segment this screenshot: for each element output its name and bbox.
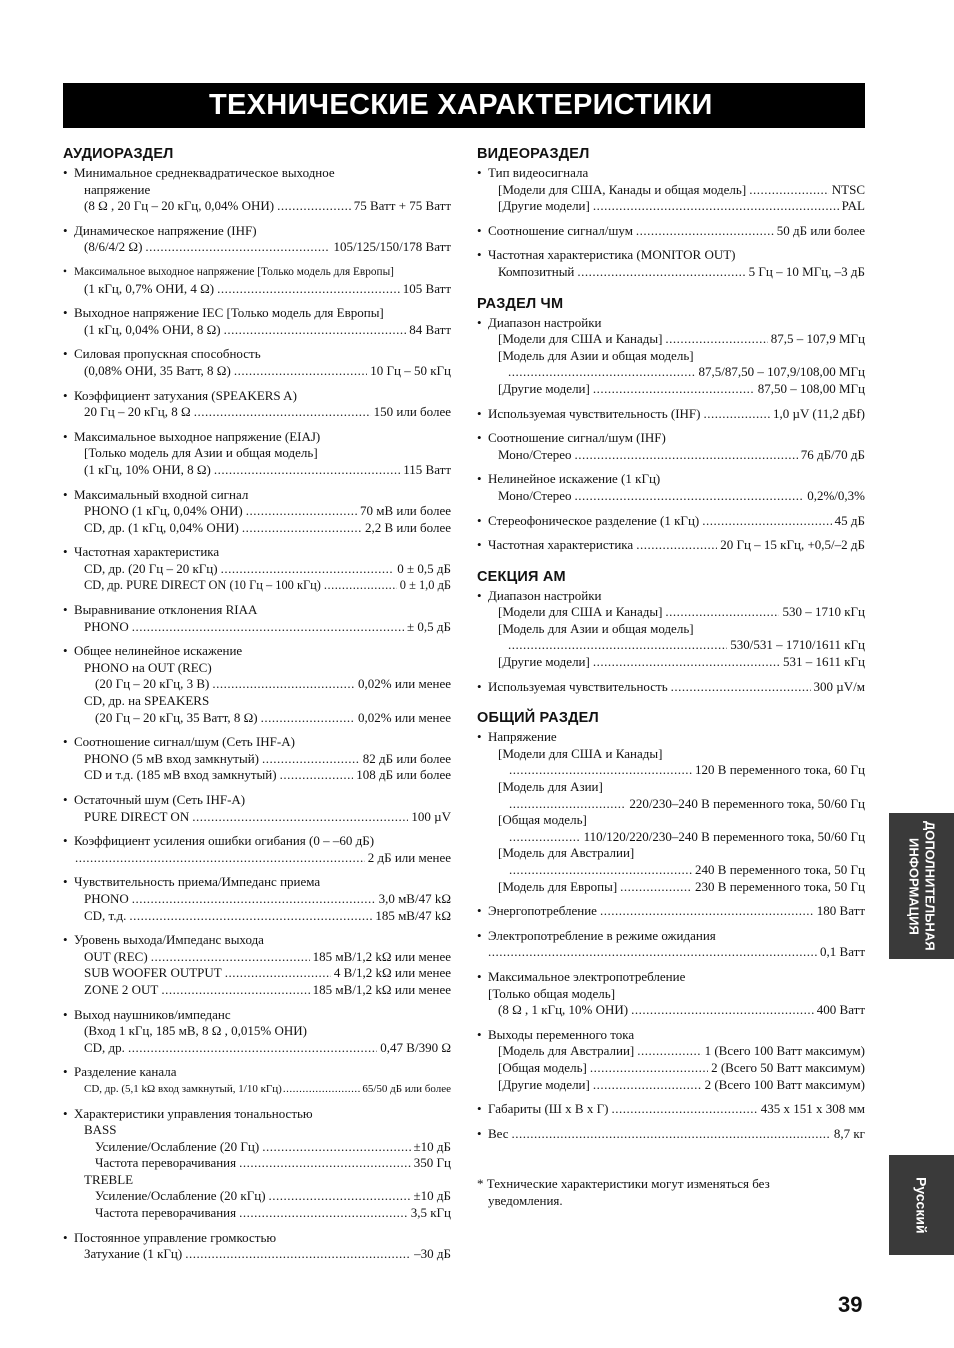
spec-damping-factor: • Коэффициент затухания (SPEAKERS A) 20 Гц – 20 кГц, 8 Ω ..... 150 или более <box>63 388 451 421</box>
side-tab-language-label: Русский <box>913 1176 930 1234</box>
spec-fm-range: • Диапазон настройки [Модели для США и Канады] ..... 87,5 – 107,9 МГц [Модель для Азии и общая модель] ..... 87,5/87,50 – 107,9/108,00 МГц [Другие модели] ..... 87,50 – 108,00 МГц <box>477 315 865 398</box>
side-tab-additional-info-label: ДОПОЛНИТЕЛЬНАЯ ИНФОРМАЦИЯ <box>906 821 938 951</box>
spec-voltage: • Напряжение [Модели для США и Канады] ..... 120 В переменного тока, 60 Гц [Модель для Азии] ..... 220/230–240 В переменного тока, 50/60 Гц [Общая модель] ..... 110/120/220/230–240 В переменного тока, 50/60 Гц [Модель для Австралии] ..... 240 В переменного тока, 50 Гц [Модель для Европы] ..... 230 В переменного тока, 50 Гц <box>477 729 865 895</box>
general-section-heading: ОБЩИЙ РАЗДЕЛ <box>477 710 599 727</box>
spec-max-power-europe: • Максимальное выходное напряжение [Только модель для Европы] (1 кГц, 0,7% ОНИ, 4 Ω) ..... 105 Ватт <box>63 264 451 297</box>
spec-dynamic-power: • Динамическое напряжение (IHF) (8/6/4/2 Ω) ..... 105/125/150/178 Ватт <box>63 223 451 256</box>
spec-riaa: • Выравнивание отклонения RIAA PHONO ..... ± 0,5 дБ <box>63 602 451 635</box>
spec-am-range: • Диапазон настройки [Модели для США и Канады] ..... 530 – 1710 кГц [Модель для Азии и общая модель] ..... 530/531 – 1710/1611 кГц [Другие модели] ..... 531 – 1611 кГц <box>477 588 865 671</box>
spec-eiaj-power: • Максимальное выходное напряжение (EIAJ) [Только модель для Азии и общая модель] (1 кГц, 10% ОНИ, 8 Ω) ..... 115 Ватт <box>63 429 451 479</box>
spec-fm-thd: • Нелинейное искажение (1 кГц) Моно/Стерео ..... 0,2%/0,3% <box>477 471 865 504</box>
spec-ac-outlets: • Выходы переменного тока [Модель для Австралии] ..... 1 (Всего 100 Ватт максимум) [Общая модель] ..... 2 (Всего 50 Ватт максимум) [Другие модели] ..... 2 (Всего 100 Ватт максимум) <box>477 1027 865 1093</box>
spec-loudness: • Постоянное управление громкостью Затухание (1 кГц) ..... –30 дБ <box>63 1230 451 1263</box>
spec-power-consumption: • Энергопотребление ..... 180 Ватт <box>477 903 865 920</box>
spec-tone-control: • Характеристики управления тональностью BASS Усиление/Ослабление (20 Гц) ..... ±10 дБ Частота переворачивания ..... 350 Гц TREBLE Усиление/Ослабление (20 кГц) ..... ±10 дБ Частота переворачивания ..... 3,5 кГц <box>63 1106 451 1222</box>
spec-video-type: • Тип видеосигнала [Модели для США, Канады и общая модель] ..... NTSC [Другие модели] ..... PAL <box>477 165 865 215</box>
spec-power-bandwidth: • Силовая пропускная способность (0,08% ОНИ, 35 Ватт, 8 Ω) ..... 10 Гц – 50 кГц <box>63 346 451 379</box>
page-title: ТЕХНИЧЕСКИЕ ХАРАКТЕРИСТИКИ <box>209 89 713 121</box>
spec-output-level: • Уровень выхода/Импеданс выхода OUT (REC) ..... 185 мВ/1,2 kΩ или менее SUB WOOFER OUTPUT ..... 4 В/1,2 kΩ или менее ZONE 2 OUT ..... 185 мВ/1,2 kΩ или менее <box>63 932 451 998</box>
am-section-heading: СЕКЦИЯ AM <box>477 568 566 585</box>
spec-standby-consumption: • Электропотребление в режиме ожидания ..... 0,1 Ватт <box>477 928 865 961</box>
spec-am-sensitivity: • Используемая чувствительность ..... 300 µV/м <box>477 679 865 696</box>
spec-tracking-error: • Коэффициент усиления ошибки огибания (0 – –60 дБ) ..... 2 дБ или менее <box>63 833 451 866</box>
spec-fm-stereo-separation: • Стереофоническое разделение (1 кГц) ..... 45 дБ <box>477 513 865 530</box>
spec-fm-snr: • Соотношение сигнал/шум (IHF) Моно/Стерео ..... 76 дБ/70 дБ <box>477 430 865 463</box>
spec-input-sensitivity: • Чувствительность приема/Импеданс приема PHONO ..... 3,0 мВ/47 kΩ CD, т.д. ..... 185 мВ/47 kΩ <box>63 874 451 924</box>
side-tab-additional-info <box>889 813 954 959</box>
video-section-heading: ВИДЕОРАЗДЕЛ <box>477 146 590 162</box>
page-title-bar <box>63 83 865 128</box>
footnote: * Технические характеристики могут изменяться без уведомления. <box>477 1176 770 1208</box>
spec-fm-sensitivity: • Используемая чувствительность (IHF) ..... 1,0 µV (11,2 дБf) <box>477 406 865 423</box>
spec-weight: • Вес ..... 8,7 кг <box>477 1126 865 1143</box>
spec-iec-power: • Выходное напряжение IEC [Только модель для Европы] (1 кГц, 0,04% ОНИ, 8 Ω) ..... 84 Ватт <box>63 305 451 338</box>
fm-section-heading: РАЗДЕЛ ЧМ <box>477 295 564 312</box>
spec-min-rms: • Минимальное среднеквадратическое выходное напряжение (8 Ω , 20 Гц – 20 кГц, 0,04% ОНИ) ..... 75 Ватт + 75 Ватт <box>63 165 451 215</box>
spec-channel-separation: • Разделение канала CD, др. (5,1 kΩ вход замкнутый, 1/10 кГц) ..... 65/50 дБ или более <box>63 1064 451 1097</box>
spec-dimensions: • Габариты (Ш x В x Г) ..... 435 x 151 x 308 мм <box>477 1101 865 1118</box>
spec-fm-freq: • Частотная характеристика ..... 20 Гц – 15 кГц, +0,5/–2 дБ <box>477 537 865 554</box>
spec-headphones: • Выход наушников/импеданс (Вход 1 кГц, 185 мВ, 8 Ω , 0,015% ОНИ) CD, др. ..... 0,47 В/390 Ω <box>63 1007 451 1057</box>
spec-video-freq: • Частотная характеристика (MONITOR OUT) Композитный ..... 5 Гц – 10 МГц, –3 дБ <box>477 247 865 280</box>
left-column <box>63 145 451 1271</box>
audio-section-heading: АУДИОРАЗДЕЛ <box>63 146 174 162</box>
page-number: 39 <box>838 1292 863 1317</box>
spec-video-snr: • Соотношение сигнал/шум ..... 50 дБ или более <box>477 223 865 240</box>
spec-frequency-response: • Частотная характеристика CD, др. (20 Гц – 20 кГц) ..... 0 ± 0,5 дБ CD, др. PURE DIRECT ON (10 Гц – 100 кГц) ..... 0 ± 1,0 дБ <box>63 544 451 594</box>
spec-max-consumption: • Максимальное электропотребление [Только общая модель] (8 Ω , 1 кГц, 10% ОНИ) ..... 400 Ватт <box>477 969 865 1019</box>
right-column <box>477 145 865 1210</box>
spec-thd: • Общее нелинейное искажение PHONO на OUT (REC) (20 Гц – 20 кГц, 3 В) ..... 0,02% или менее CD, др. на SPEAKERS (20 Гц – 20 кГц, 35 Ватт, 8 Ω) ..... 0,02% или менее <box>63 643 451 726</box>
spec-snr: • Соотношение сигнал/шум (Сеть IHF-A) PHONO (5 мВ вход замкнутый) ..... 82 дБ или более CD и т.д. (185 мВ вход замкнутый) ..... 108 дБ или более <box>63 734 451 784</box>
side-tab-language <box>889 1155 954 1255</box>
spec-residual-noise: • Остаточный шум (Сеть IHF-A) PURE DIRECT ON ..... 100 µV <box>63 792 451 825</box>
spec-max-input: • Максимальный входной сигнал PHONO (1 кГц, 0,04% ОНИ) ..... 70 мВ или более CD, др. (1 кГц, 0,04% ОНИ) ..... 2,2 В или более <box>63 487 451 537</box>
